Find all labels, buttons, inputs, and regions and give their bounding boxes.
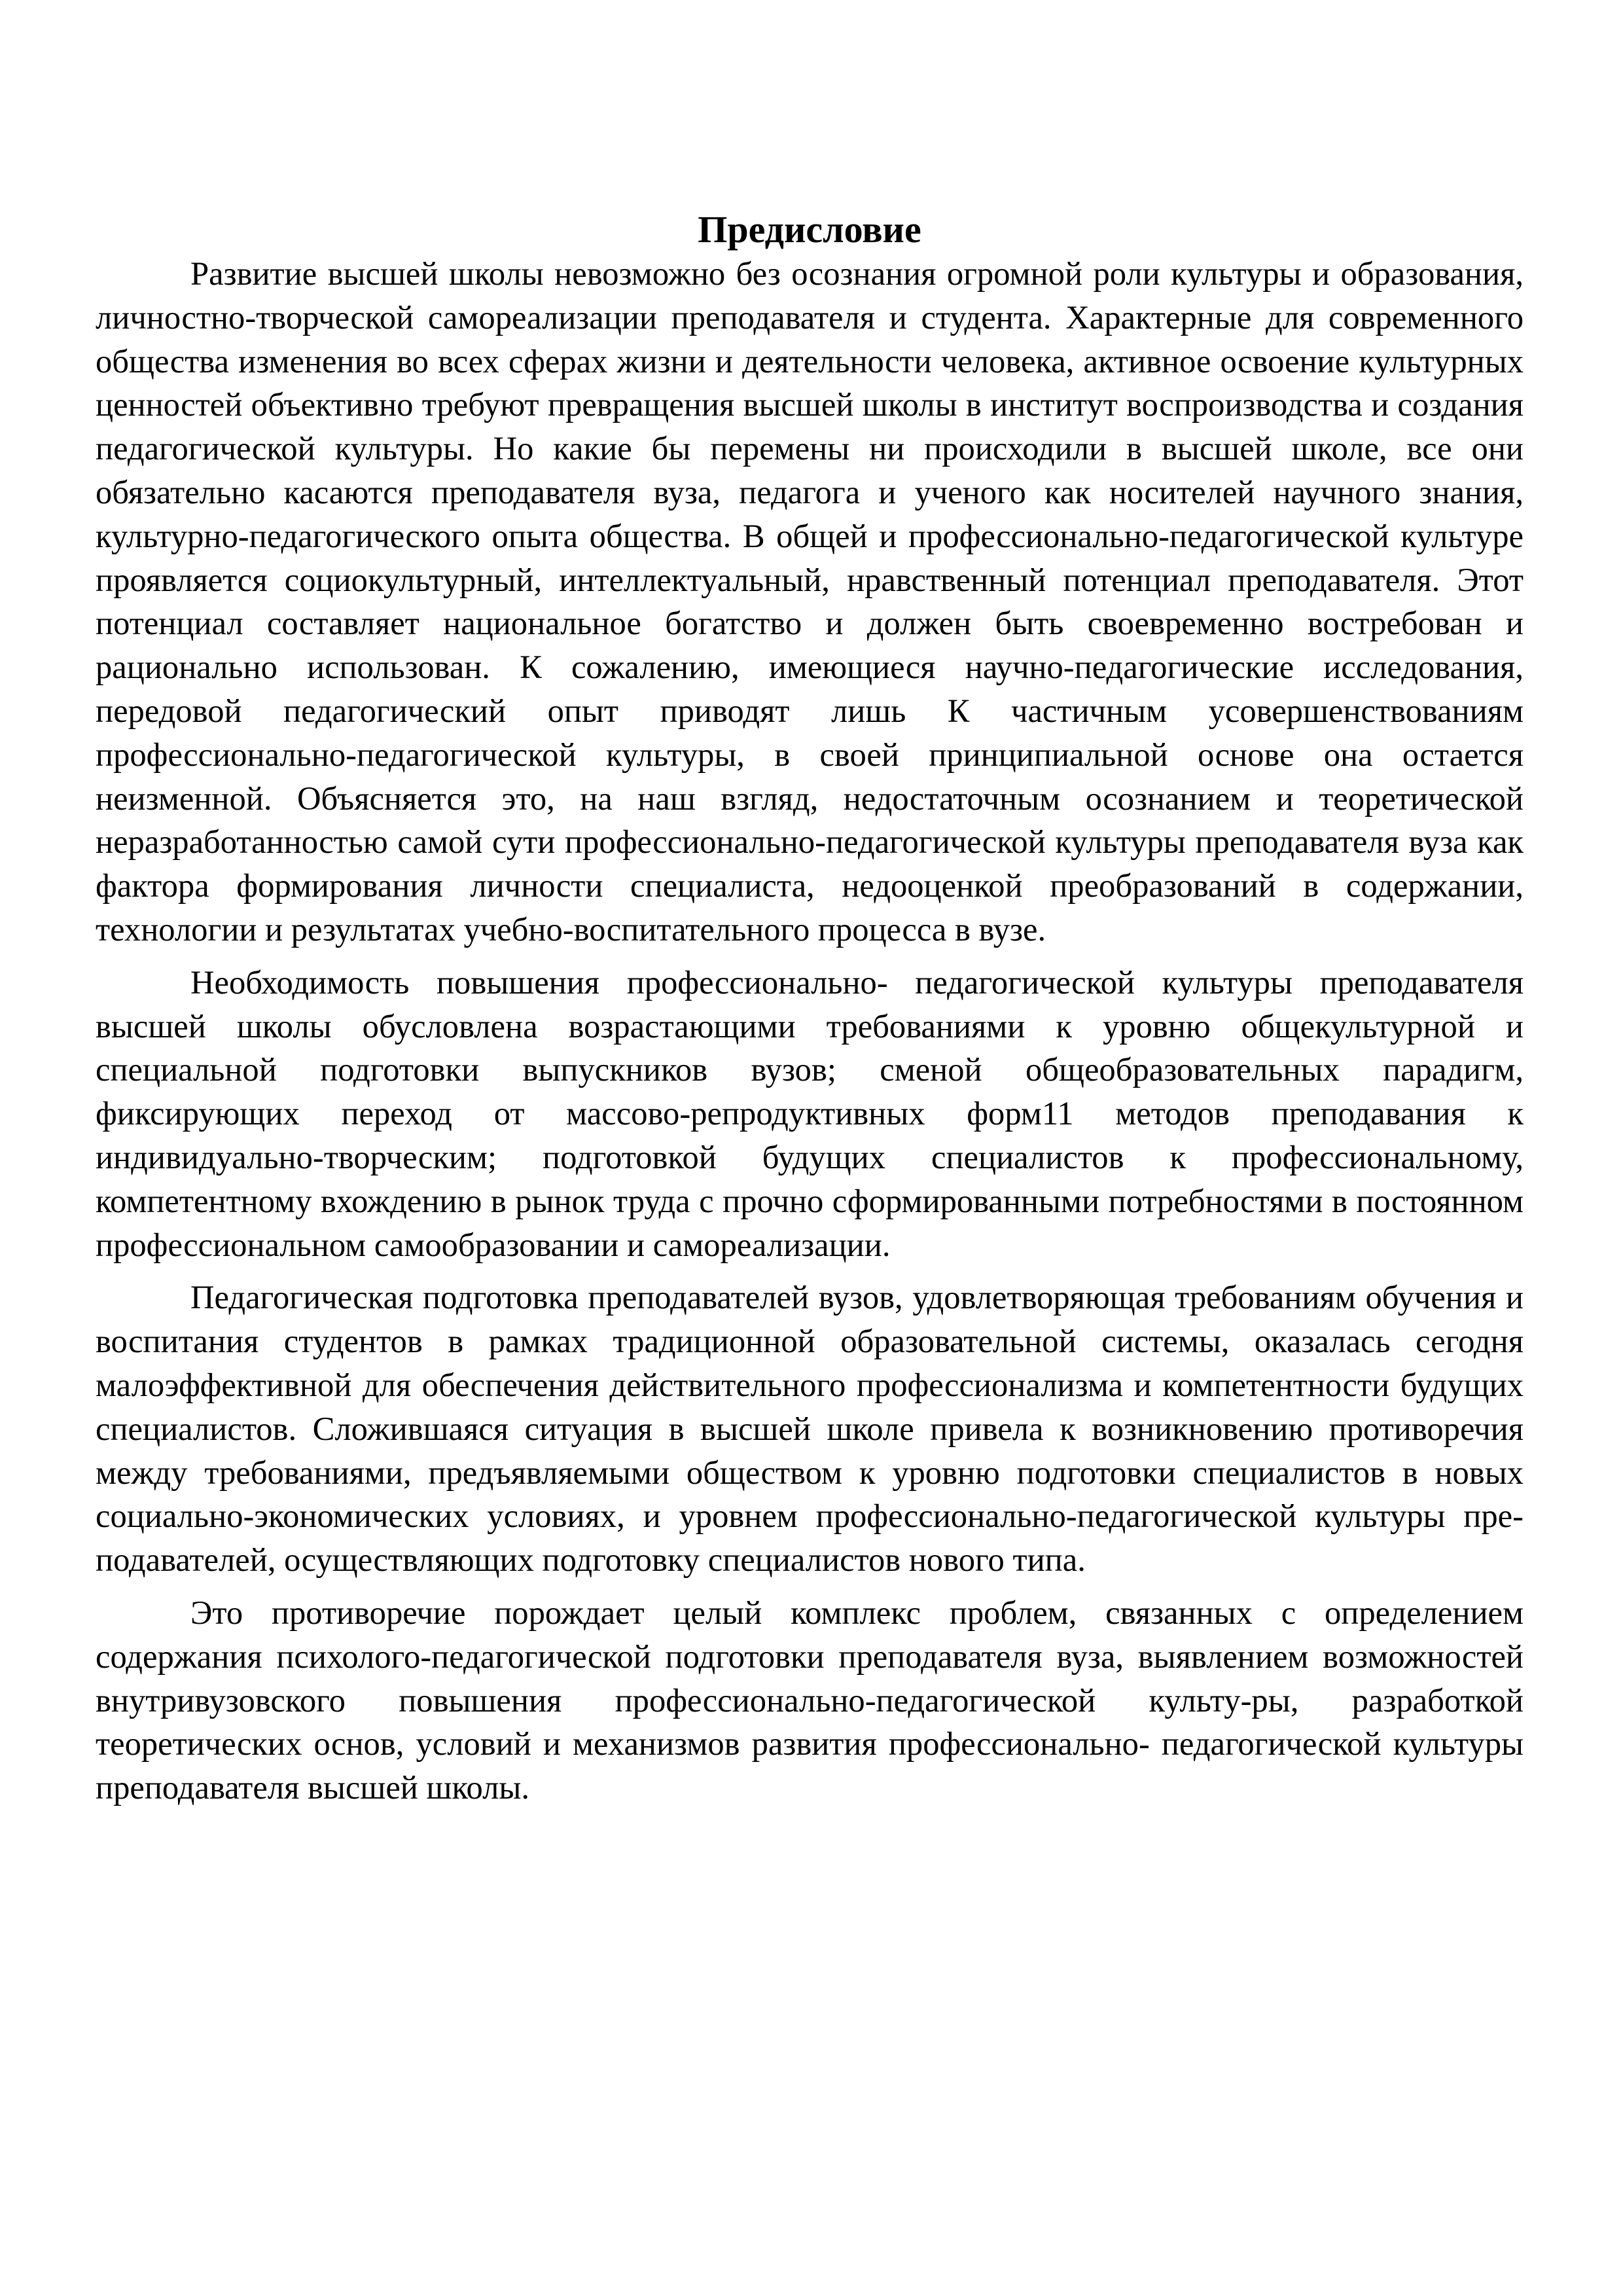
document-page bbox=[96, 208, 1524, 1810]
page-title: Предисловие bbox=[698, 208, 921, 251]
paragraph-1: Развитие высшей школы невозможно без осознания огромной роли культуры и образования, личностно-творческой самореализации преподавателя и студента. Характерные для современного общества изменения во всех сферах жизни и деятельности человека, активное освоение культурных ценностей объективно требуют превращения высшей школы в институт воспроизводства и создания педагогической культуры. Но какие бы перемены ни происходили в высшей школе, все они обязательно касаются преподавателя вуза, педагога и ученого как носителей научного знания, культурно-педагогического опыта общества. В общей и профессионально-педагогической культуре проявляется социокультурный, интеллектуальный, нравственный потенциал преподавателя. Этот потенциал составляет национальное богатство и должен быть своевременно востребован и рационально использован. К сожалению, имеющиеся научно-педагогические исследования, передовой педагогический опыт приводят лишь К частичным усовершенствованиям профессионально-педагогической культуры, в своей принципиальной основе она остается неизменной. Объясняется это, на наш взгляд, недостаточным осознанием и теоретической неразработанностью самой сути профессионально-педагогической культуры преподавателя вуза как фактора формирования личности специалиста, недооценкой преобразований в содержании, технологии и результатах учебно-воспитательного процесса в вузе. bbox=[96, 255, 1524, 948]
paragraph-2: Необходимость повышения профессионально- педагогической культуры преподавателя высшей школы обусловлена возрастающими требованиями к уровню общекультурной и специальной подготовки выпускников вузов; сменой общеобразовательных парадигм, фиксирующих переход от массово-репродуктивных форм11 методов преподавания к индивидуально-творческим; подготовкой будущих специалистов к профессиональному, компетентному вхождению в рынок труда с прочно сформированными потребностями в постоянном профессиональном самообразовании и самореализации. bbox=[96, 963, 1524, 1263]
paragraph-3: Педагогическая подготовка преподавателей вузов, удовлетворяющая требованиям обучения и воспитания студентов в рамках традиционной образовательной системы, оказалась сегодня малоэффективной для обеспечения действительного профессионализма и компетентности будущих специалистов. Сложившаяся ситуация в высшей школе привела к возникновению противоречия между требованиями, предъявляемыми обществом к уровню подготовки специалистов в новых социально-экономических условиях, и уровнем профессионально-педагогической культуры пре-подавателей, осуществляющих подготовку специалистов нового типа. bbox=[96, 1279, 1524, 1579]
paragraph-4: Это противоречие порождает целый комплекс проблем, связанных с определением содержания психолого-педагогической подготовки преподавателя вуза, выявлением возможностей внутривузовского повышения профессионально-педагогической культу-ры, разработкой теоретических основ, условий и механизмов развития профессионально- педагогической культуры преподавателя высшей школы. bbox=[96, 1594, 1524, 1806]
